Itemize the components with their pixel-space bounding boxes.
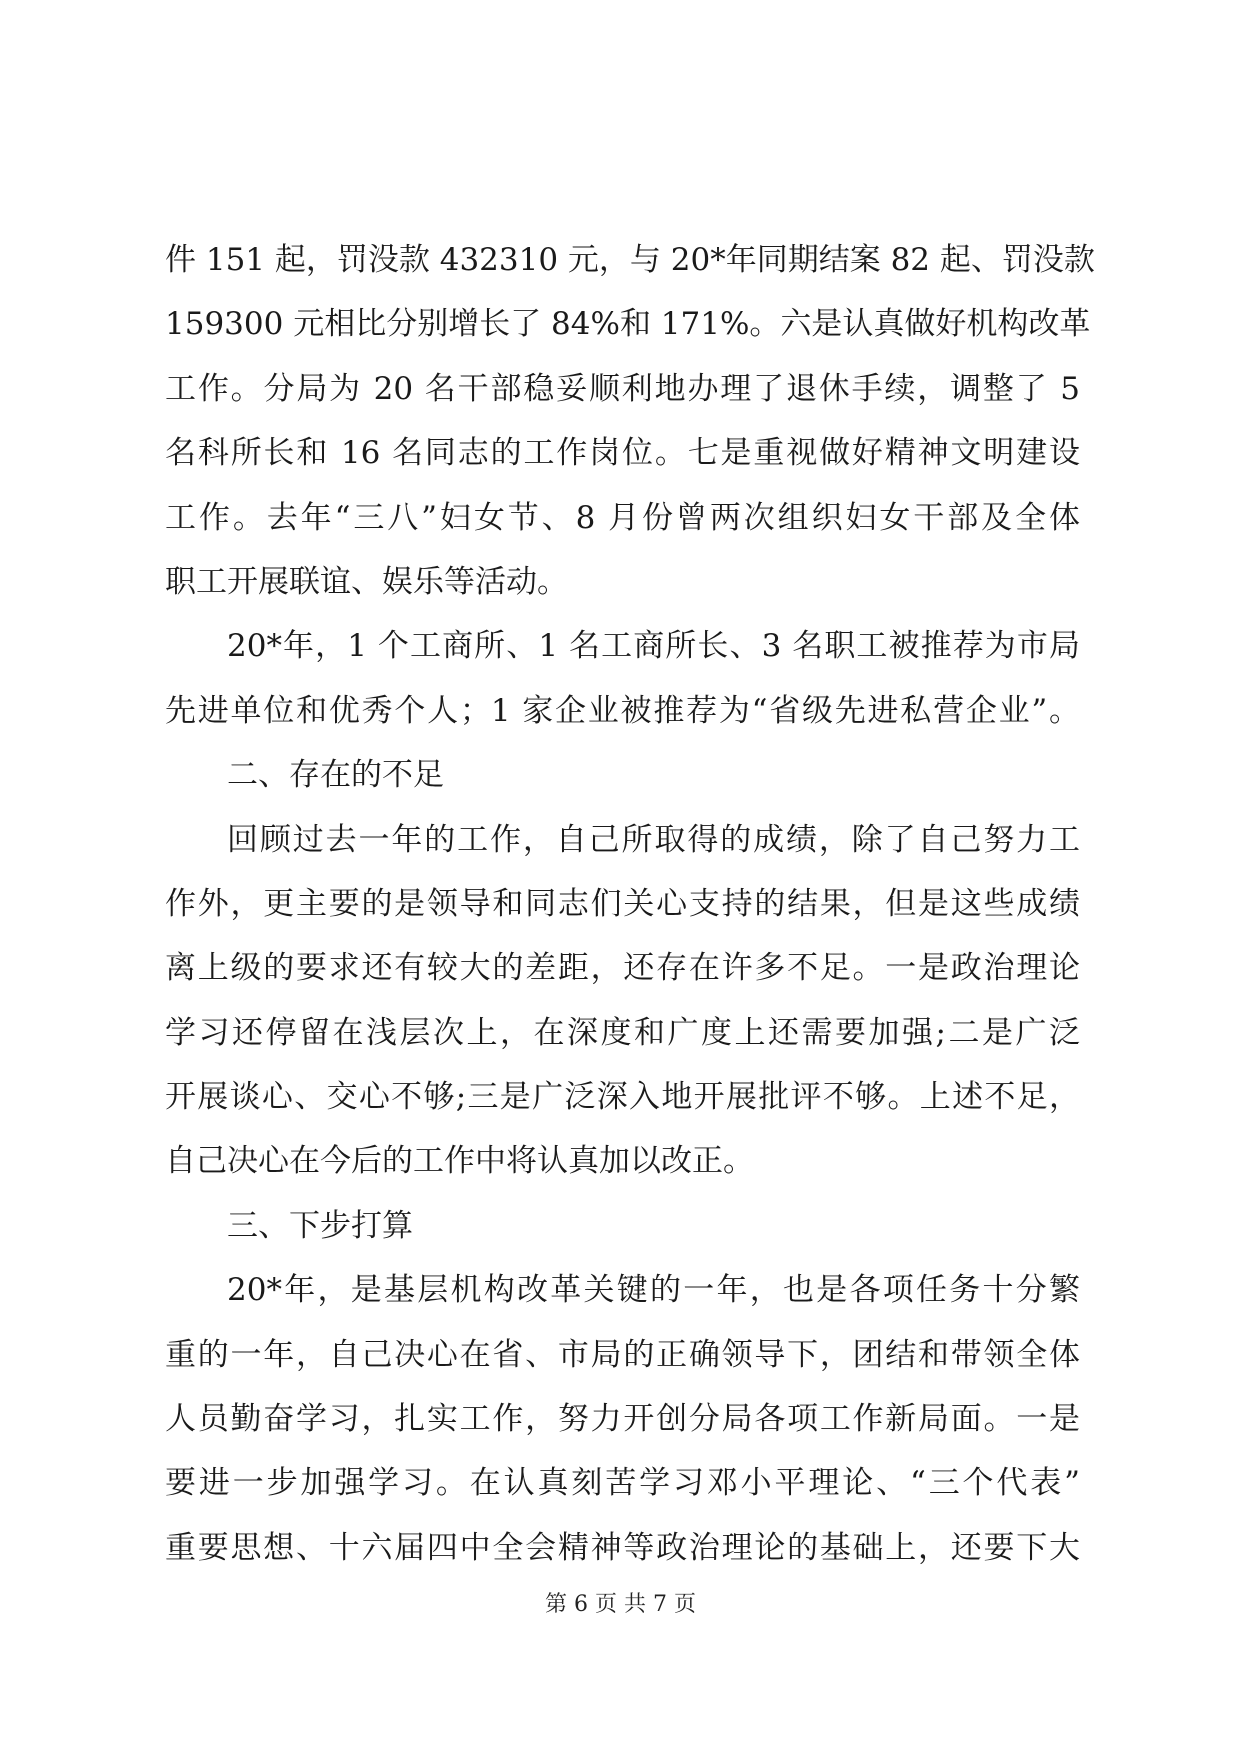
- body-line: 自己决心在今后的工作中将认真加以改正。: [165, 1143, 754, 1180]
- body-line: 重的一年，自己决心在省、市局的正确领导下，团结和带领全体: [165, 1336, 1080, 1373]
- body-line: 工作。去年“三八”妇女节、8 月份曾两次组织妇女干部及全体: [165, 499, 1080, 536]
- body-line: 先进单位和优秀个人；1 家企业被推荐为“省级先进私营企业”。: [165, 692, 1080, 729]
- body-line: 重要思想、十六届四中全会精神等政治理论的基础上，还要下大: [165, 1529, 1080, 1566]
- section-heading: 二、存在的不足: [227, 757, 444, 794]
- body-line: 作外，更主要的是领导和同志们关心支持的结果，但是这些成绩: [165, 885, 1080, 922]
- body-line: 开展谈心、交心不够;三是广泛深入地开展批评不够。上述不足，: [165, 1079, 1080, 1116]
- body-line: 人员勤奋学习，扎实工作，努力开创分局各项工作新局面。一是: [165, 1401, 1080, 1438]
- page-number-footer: 第 6 页 共 7 页: [545, 1592, 696, 1617]
- paragraph-start-line: 20*年，是基层机构改革关键的一年，也是各项任务十分繁: [227, 1272, 1080, 1309]
- document-body: [165, 228, 1095, 1580]
- body-line: 职工开展联谊、娱乐等活动。: [165, 563, 568, 600]
- body-line: 件 151 起，罚没款 432310 元，与 20*年同期结案 82 起、罚没款: [165, 242, 1095, 278]
- body-line: 工作。分局为 20 名干部稳妥顺利地办理了退休手续，调整了 5: [165, 370, 1080, 407]
- section-heading: 三、下步打算: [227, 1207, 413, 1244]
- body-line: 离上级的要求还有较大的差距，还存在许多不足。一是政治理论: [165, 950, 1080, 987]
- paragraph-start-line: 20*年，1 个工商所、1 名工商所长、3 名职工被推荐为市局: [227, 628, 1080, 665]
- body-line: 名科所长和 16 名同志的工作岗位。七是重视做好精神文明建设: [165, 435, 1080, 472]
- body-line: 学习还停留在浅层次上，在深度和广度上还需要加强;二是广泛: [165, 1014, 1080, 1051]
- body-line: 要进一步加强学习。在认真刻苦学习邓小平理论、“三个代表”: [165, 1465, 1080, 1502]
- paragraph-start-line: 回顾过去一年的工作，自己所取得的成绩，除了自己努力工: [227, 821, 1080, 858]
- body-line: 159300 元相比分别增长了 84%和 171%。六是认真做好机构改革: [165, 306, 1091, 343]
